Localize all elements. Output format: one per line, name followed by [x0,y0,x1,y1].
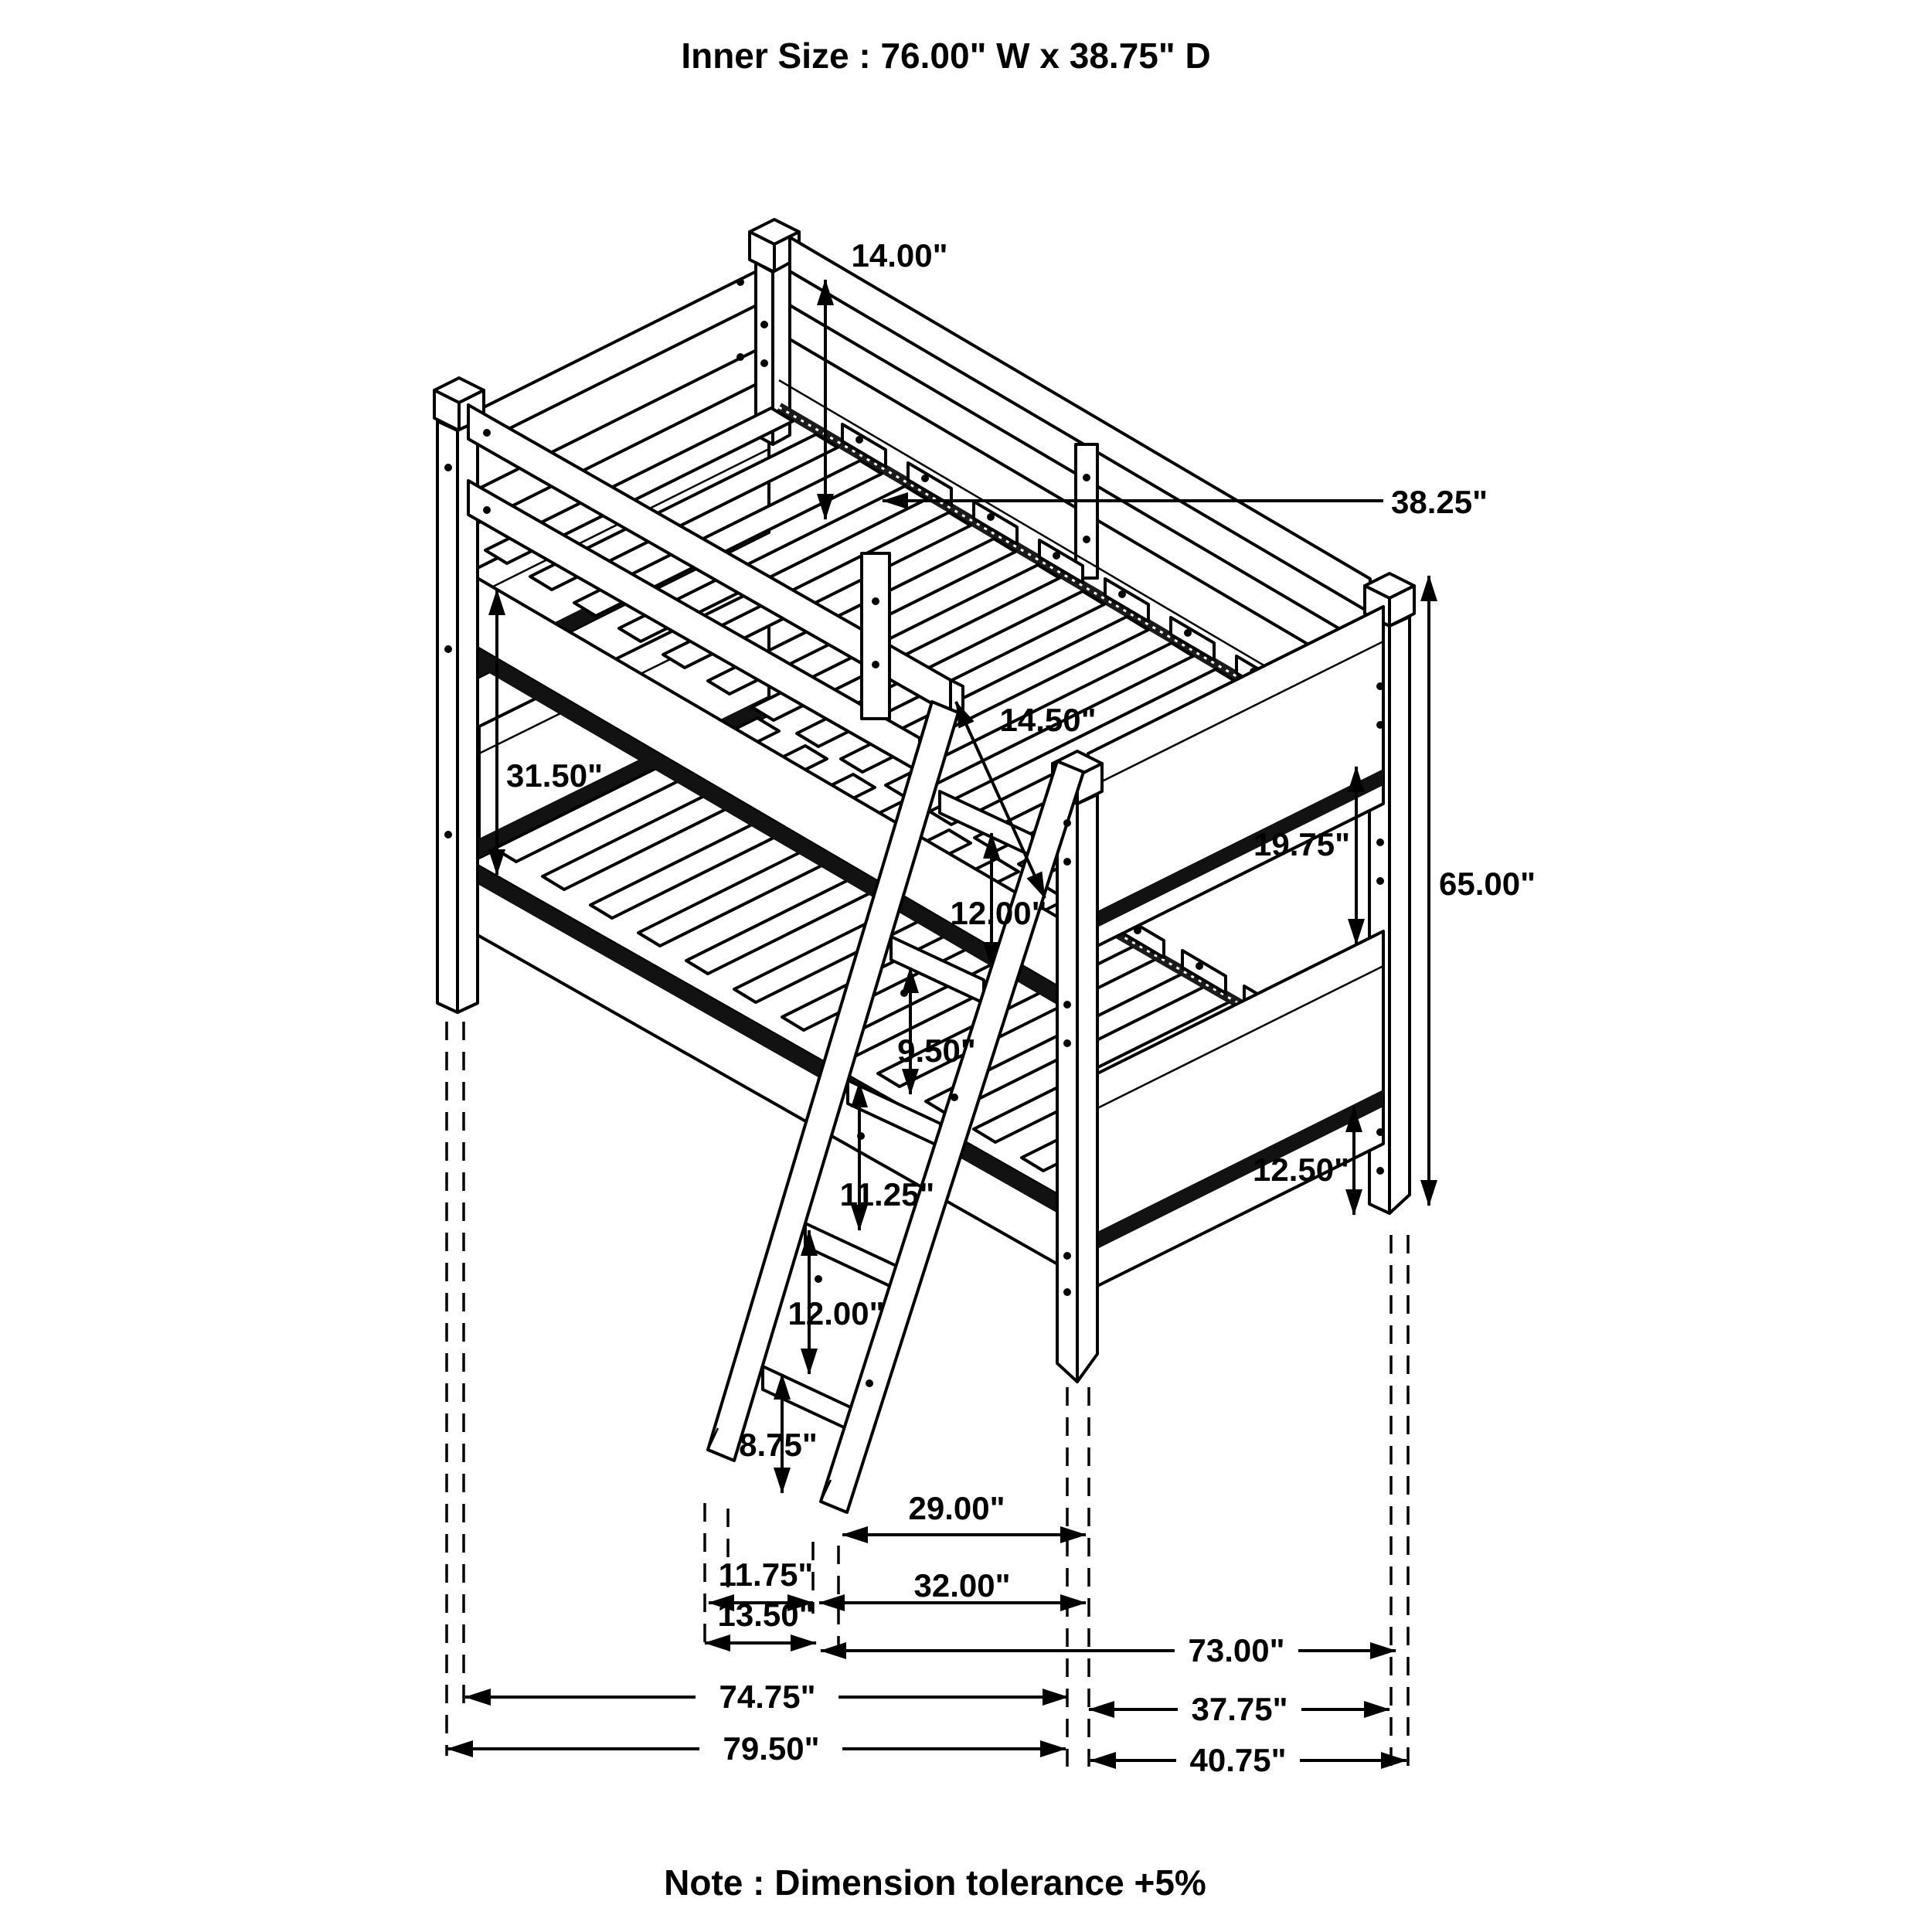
dim-label-overall-length: 79.50" [723,1730,820,1767]
dim-label-under-bed-clearance: 12.50" [1252,1151,1349,1188]
dim-label-slat-width: 38.25" [1391,484,1488,520]
dim-label-bunk-clearance: 31.50" [506,757,604,794]
tolerance-note: Note : Dimension tolerance +5% [664,1862,1206,1903]
dim-label-ladder-to-post: 29.00" [908,1490,1005,1526]
dim-label-rail-to-deck: 14.50" [999,702,1097,738]
dim-label-ladder-foot-depth: 13.50" [717,1597,815,1633]
dim-label-frame-length: 74.75" [719,1679,816,1715]
dim-label-bunk-gap: 19.75" [1253,826,1350,862]
dim-label-ladder-step-top: 12.00" [950,895,1047,931]
dim-label-ladder-step-2: 9.50" [897,1032,976,1069]
bed-drawing [434,219,1414,1512]
dim-label-ladder-step-bottom: 8.75" [739,1427,818,1463]
dim-label-overall-height: 65.00" [1439,866,1536,902]
dim-label-overall-depth: 40.75" [1189,1742,1287,1778]
dim-label-ladder-step-3: 11.25" [839,1176,935,1213]
dim-label-ladder-step-4: 12.00" [787,1295,885,1332]
dim-label-inner-length: 73.00" [1188,1632,1285,1668]
dim-label-inner-depth: 37.75" [1191,1691,1288,1727]
front-left-post [434,378,484,1012]
dim-label-guard-rail-height: 14.00" [851,237,948,274]
dim-label-ladder-foot-width: 11.75" [718,1556,814,1593]
dim-label-ladder-foot-span: 32.00" [913,1567,1011,1604]
diagram-title: Inner Size : 76.00" W x 38.75" D [681,36,1211,76]
